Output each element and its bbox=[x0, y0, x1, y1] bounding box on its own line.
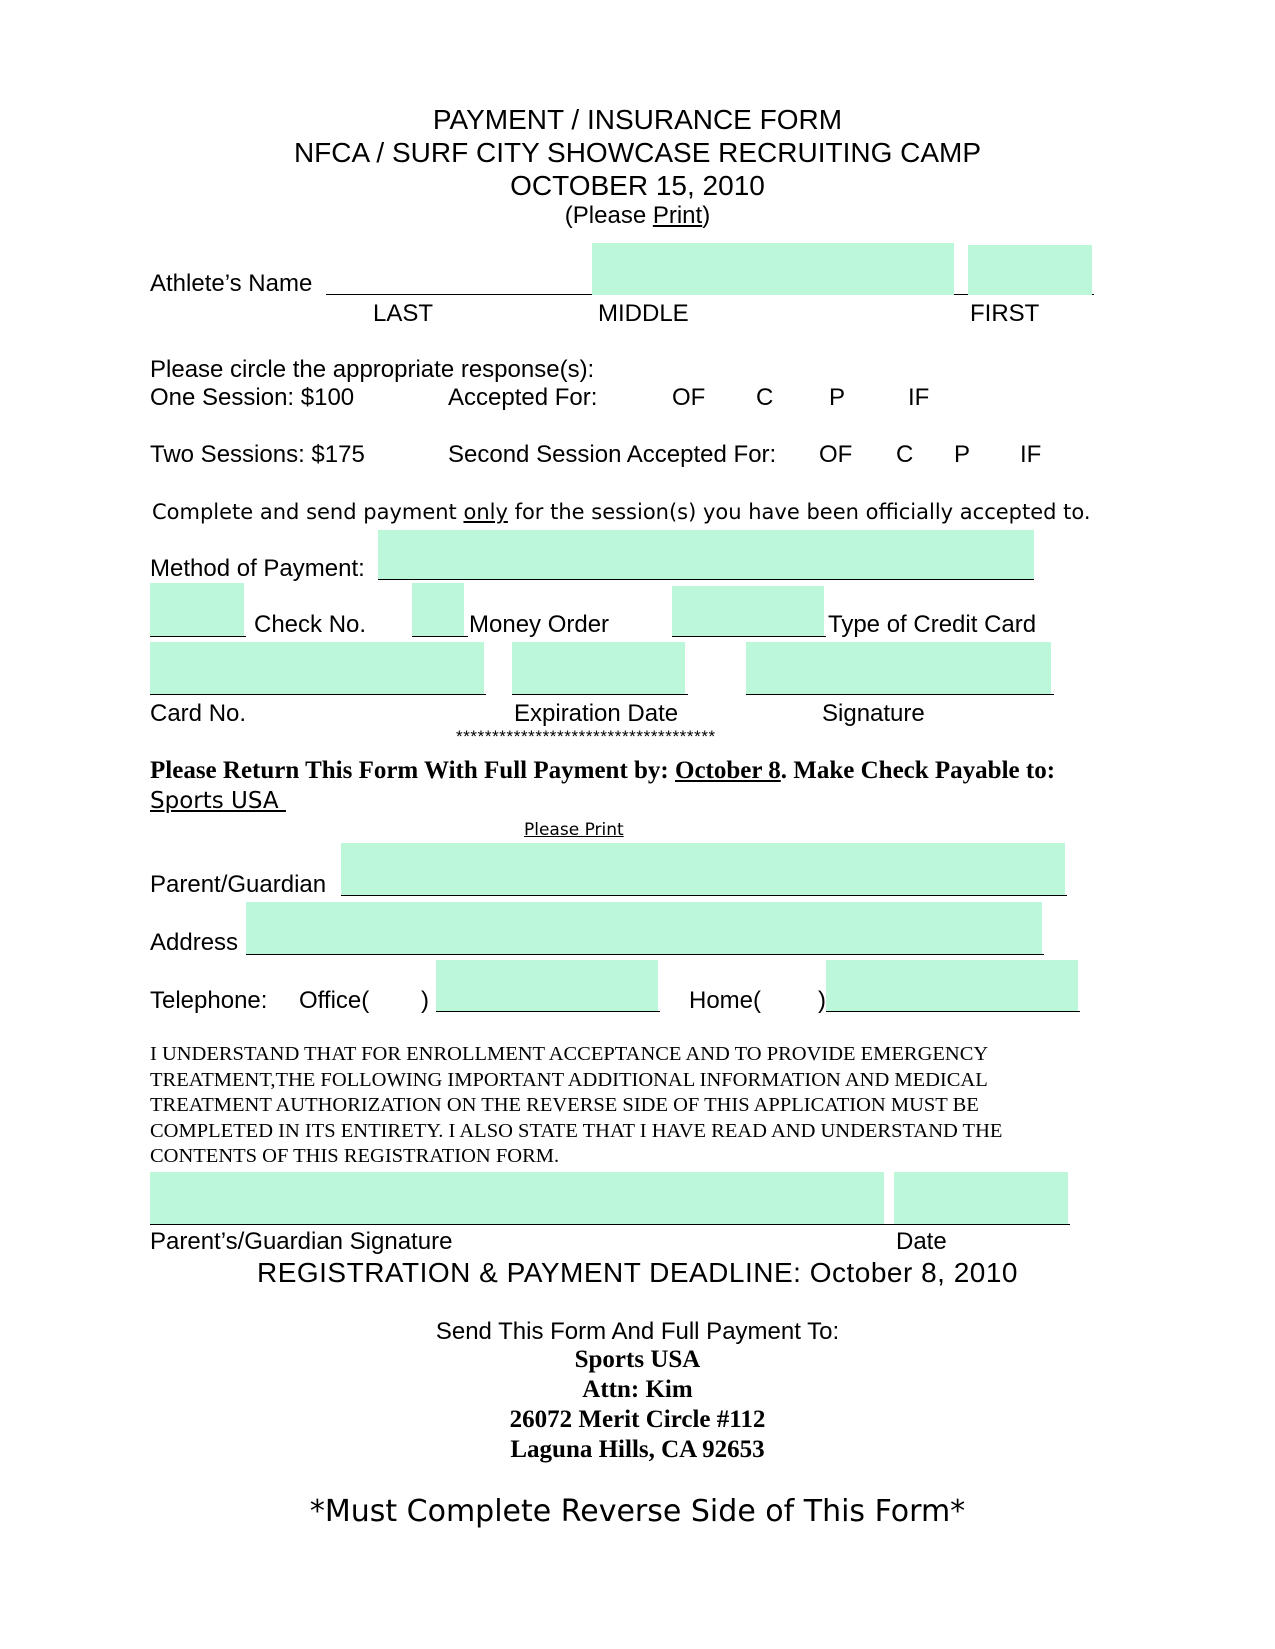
authorization-statement: I UNDERSTAND THAT FOR ENROLLMENT ACCEPTANCE AND TO PROVIDE EMERGENCY TREATMENT,THE FOLLOWING IMPORTANT ADDITIONAL INFORMATION AND MEDICAL TREATMENT AUTHORIZATION ON THE REVERSE SIDE OF THIS APPLICATION MUST BE COMPLETED IN ITS ENTIRETY. I ALSO STATE THAT I HAVE READ AND UNDERSTAND THE CONTENTS OF THIS REGISTRATION FORM. bbox=[150, 1043, 1003, 1167]
return-instructions: Please Return This Form With Full Payment by: October 8. Make Check Payable to: bbox=[150, 757, 1056, 784]
two-session-position-c[interactable]: C bbox=[896, 441, 914, 468]
athlete-first-name-field[interactable] bbox=[968, 245, 1092, 295]
money-order-field[interactable] bbox=[412, 583, 464, 637]
one-session-position-of[interactable]: OF bbox=[672, 384, 706, 411]
card-signature-label: Signature bbox=[822, 700, 925, 727]
check-number-underline bbox=[150, 636, 246, 637]
home-phone-label: Home( bbox=[689, 987, 762, 1014]
card-signature-underline bbox=[746, 694, 1054, 695]
athlete-name-label: Athlete’s Name bbox=[150, 270, 313, 297]
signature-date-field[interactable] bbox=[894, 1172, 1068, 1224]
signature-date-label: Date bbox=[896, 1228, 947, 1255]
money-order-label: Money Order bbox=[469, 611, 610, 638]
home-phone-close: ) bbox=[818, 987, 826, 1014]
address-label: Address bbox=[150, 929, 239, 956]
card-signature-field[interactable] bbox=[746, 642, 1051, 694]
section-separator: ************************************ bbox=[456, 727, 716, 746]
parent-guardian-label: Parent/Guardian bbox=[150, 871, 327, 898]
one-session-accepted-label: Accepted For: bbox=[448, 384, 598, 411]
office-phone-close: ) bbox=[421, 987, 429, 1014]
parent-signature-underline bbox=[150, 1224, 886, 1225]
mail-to-city: Laguna Hills, CA 92653 bbox=[510, 1436, 765, 1463]
address-field[interactable] bbox=[246, 902, 1042, 955]
registration-deadline: REGISTRATION & PAYMENT DEADLINE: October 8, 2010 bbox=[256, 1257, 1019, 1288]
method-of-payment-label: Method of Payment: bbox=[150, 555, 365, 582]
one-session-position-c[interactable]: C bbox=[756, 384, 774, 411]
please-print-parent-note: Please Print bbox=[524, 820, 624, 840]
reverse-side-reminder: *Must Complete Reverse Side of This Form* bbox=[309, 1494, 966, 1529]
expiration-date-underline bbox=[512, 694, 688, 695]
one-session-position-if[interactable]: IF bbox=[908, 384, 930, 411]
office-phone-underline bbox=[436, 1011, 660, 1012]
mail-to-street: 26072 Merit Circle #112 bbox=[509, 1406, 766, 1433]
payment-notice: Complete and send payment only for the session(s) you have been officially accepted to. bbox=[152, 500, 1091, 524]
address-underline bbox=[246, 954, 1044, 955]
parent-guardian-field[interactable] bbox=[341, 843, 1065, 896]
mail-to-name: Sports USA bbox=[574, 1346, 701, 1373]
card-no-label: Card No. bbox=[150, 700, 247, 727]
parent-guardian-underline bbox=[341, 895, 1067, 896]
office-phone-field[interactable] bbox=[436, 960, 658, 1012]
two-sessions-option[interactable]: Two Sessions: $175 bbox=[150, 441, 365, 468]
parent-signature-label: Parent’s/Guardian Signature bbox=[150, 1228, 453, 1255]
office-phone-label: Office( bbox=[299, 987, 370, 1014]
two-session-position-p[interactable]: P bbox=[954, 441, 971, 468]
signature-date-underline bbox=[886, 1224, 1070, 1225]
home-phone-underline bbox=[826, 1011, 1080, 1012]
circle-instruction: Please circle the appropriate response(s): bbox=[150, 356, 595, 383]
money-order-underline bbox=[412, 636, 468, 637]
card-number-field[interactable] bbox=[150, 642, 484, 694]
method-of-payment-field[interactable] bbox=[378, 530, 1034, 580]
please-print-note: (Please Print) bbox=[564, 202, 711, 229]
parent-signature-field[interactable] bbox=[150, 1172, 884, 1224]
form-title: PAYMENT / INSURANCE FORM bbox=[432, 104, 843, 135]
last-name-caption: LAST bbox=[373, 300, 434, 327]
expiration-date-field[interactable] bbox=[512, 642, 685, 694]
second-session-accepted-label: Second Session Accepted For: bbox=[448, 441, 777, 468]
athlete-middle-name-field[interactable] bbox=[592, 243, 954, 295]
camp-date: OCTOBER 15, 2010 bbox=[510, 170, 765, 201]
card-number-underline bbox=[150, 694, 486, 695]
method-of-payment-underline bbox=[378, 579, 1034, 580]
check-number-field[interactable] bbox=[150, 583, 244, 637]
first-name-caption: FIRST bbox=[970, 300, 1040, 327]
mail-to-attention: Attn: Kim bbox=[582, 1376, 693, 1403]
credit-card-type-field[interactable] bbox=[672, 586, 824, 637]
camp-name: NFCA / SURF CITY SHOWCASE RECRUITING CAMP bbox=[293, 137, 982, 168]
expiration-date-label: Expiration Date bbox=[514, 700, 679, 727]
one-session-position-p[interactable]: P bbox=[829, 384, 846, 411]
check-no-label: Check No. bbox=[254, 611, 367, 638]
home-phone-field[interactable] bbox=[826, 960, 1078, 1012]
telephone-label: Telephone: bbox=[150, 987, 268, 1014]
payee-name: Sports USA bbox=[150, 788, 286, 814]
credit-card-type-label: Type of Credit Card bbox=[828, 611, 1037, 638]
two-session-position-if[interactable]: IF bbox=[1020, 441, 1042, 468]
middle-name-caption: MIDDLE bbox=[598, 300, 689, 327]
one-session-option[interactable]: One Session: $100 bbox=[150, 384, 355, 411]
two-session-position-of[interactable]: OF bbox=[819, 441, 853, 468]
mail-to-intro: Send This Form And Full Payment To: bbox=[435, 1318, 840, 1345]
credit-card-type-underline bbox=[672, 636, 826, 637]
